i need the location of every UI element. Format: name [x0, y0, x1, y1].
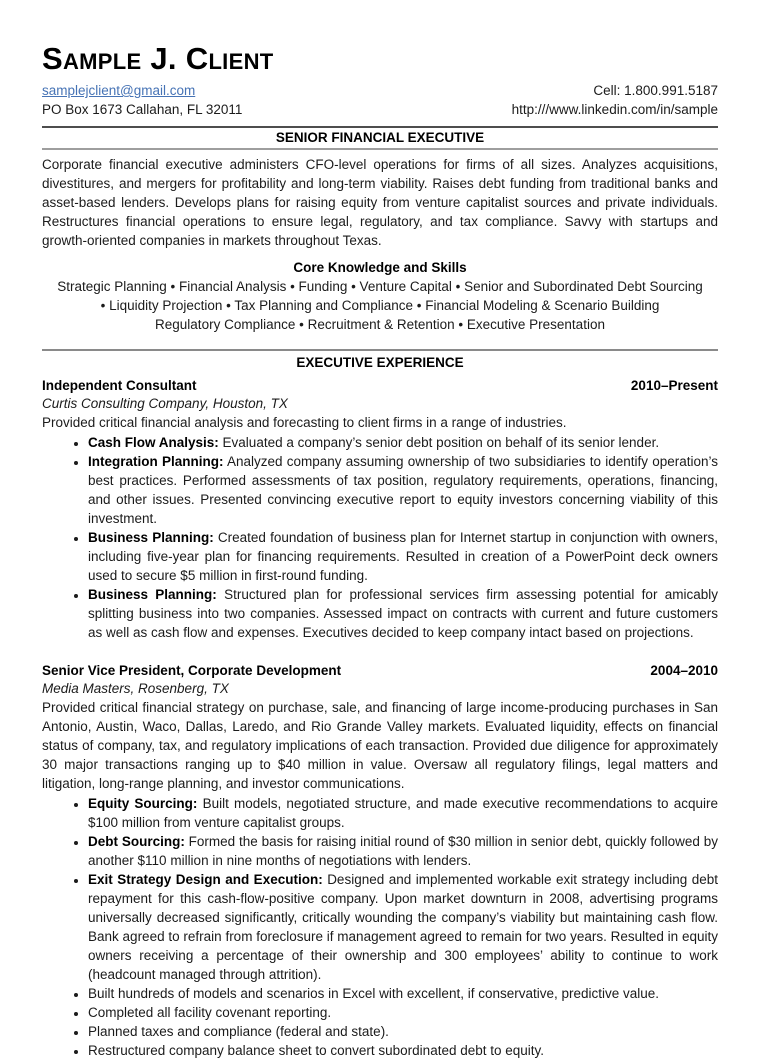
- bullet-text: Built hundreds of models and scenarios in Excel with excellent, if conservative, predictive value.: [88, 986, 660, 1001]
- bullet-text: Restructured company balance sheet to convert subordinated debt to equity.: [88, 1043, 545, 1058]
- summary-title: SENIOR FINANCIAL EXECUTIVE: [275, 130, 485, 145]
- skills-line: Strategic Planning • Financial Analysis • Funding • Venture Capital • Senior and Subordinated Debt Sourcing: [57, 279, 703, 294]
- bullet-item: [88, 1041, 718, 1060]
- bullet-text: Designed and implemented workable exit strategy including debt repayment for this cash-flow-positive company. Upon market downturn in 2008, advertising programs universally decreased significantly, critically wounding the company’s viability but maintaining cash flow. Bank agreed to refrain from foreclosure if management agreed to remain for two years. Resulted in equity owners receiving a percentage of their ownership and 300 employees’ ability to continue to work (headcount managed through attrition).: [88, 872, 718, 982]
- job-company: Curtis Consulting Company, Houston, TX: [42, 396, 288, 411]
- bullet-item: [88, 1022, 718, 1041]
- experience-title: EXECUTIVE EXPERIENCE: [296, 355, 464, 370]
- bullet-item: [88, 585, 718, 642]
- email-link[interactable]: samplejclient@gmail.com: [42, 83, 196, 98]
- job-dates: 2004–2010: [650, 663, 718, 678]
- job-header: [42, 662, 718, 680]
- job-entry: [42, 377, 718, 642]
- candidate-name: Sample J. Client: [42, 41, 274, 76]
- summary-heading-rule: [42, 126, 718, 150]
- bullet-label: Business Planning:: [88, 587, 217, 602]
- bullet-label: Exit Strategy Design and Execution:: [88, 872, 323, 887]
- resume-header: [42, 42, 718, 119]
- job-role: Senior Vice President, Corporate Development: [42, 663, 342, 678]
- bullet-text: Formed the basis for raising initial round of $30 million in senior debt, quickly followed by another $110 million in nine months of negotiations with lenders.: [88, 834, 718, 868]
- job-intro: Provided critical financial strategy on purchase, sale, and financing of large income-producing purchases in San Antonio, Austin, Waco, Dallas, Laredo, and Rio Grande Valley markets. Evaluated liquidity, effects on financial status of company, tax, and regulatory implications of each transaction. Provided due diligence for approximately 30 major transactions ranging up to $40 million in value. Oversaw all regulatory filings, legal matters and litigation, long-range planning, and investor communications.: [42, 700, 718, 791]
- bullet-text: Planned taxes and compliance (federal and state).: [88, 1024, 389, 1039]
- summary-text: Corporate financial executive administers CFO-level operations for firms of all sizes. Analyzes acquisitions, divestitures, and mergers for profitability and long-term viability. Raises debt funding from traditional banks and asset-based lenders. Develops plans for raising equity from venture capitalist sources and private individuals. Restructures financial operations to ensure legal, regulatory, and tax compliance. Savvy with startups and growth-oriented companies in markets throughout Texas.: [42, 157, 718, 248]
- job-header: [42, 377, 718, 395]
- bullet-text: Structured plan for professional services firm assessing potential for amicably splitting business into two companies. Assessed impact on contracts with current and future customers as well as cash flow and expenses. Executives decided to keep company intact based on projections.: [88, 587, 718, 640]
- job-bullet-list: [42, 794, 718, 1060]
- bullet-item: [88, 832, 718, 870]
- job-entry: [42, 662, 718, 1060]
- bullet-label: Integration Planning:: [88, 454, 224, 469]
- skills-line: • Liquidity Projection • Tax Planning and Compliance • Financial Modeling & Scenario Building: [100, 298, 660, 313]
- job-company: Media Masters, Rosenberg, TX: [42, 681, 229, 696]
- bullet-label: Equity Sourcing:: [88, 796, 198, 811]
- contact-left: [42, 81, 242, 119]
- experience-section: [42, 349, 718, 1060]
- bullet-label: Cash Flow Analysis:: [88, 435, 219, 450]
- job-intro: Provided critical financial analysis and forecasting to client firms in a range of industries.: [42, 415, 567, 430]
- contact-row: [42, 81, 718, 119]
- bullet-item: [88, 433, 718, 452]
- job-role: Independent Consultant: [42, 378, 197, 393]
- skills-section: [42, 259, 718, 334]
- mailing-address: PO Box 1673 Callahan, FL 32011: [42, 102, 243, 117]
- bullet-item: [88, 528, 718, 585]
- summary-section: [42, 126, 718, 250]
- job-bullet-list: [42, 433, 718, 642]
- bullet-item: [88, 452, 718, 528]
- bullet-item: [88, 794, 718, 832]
- skills-title: Core Knowledge and Skills: [293, 260, 467, 275]
- bullet-label: Business Planning:: [88, 530, 214, 545]
- linkedin-url: http:///www.linkedin.com/in/sample: [511, 102, 718, 117]
- bullet-text: Evaluated a company’s senior debt position on behalf of its senior lender.: [222, 435, 660, 450]
- bullet-text: Analyzed company assuming ownership of two subsidiaries to identify operation’s best practices. Performed assessments of tax position, regulatory requirements, operations, financing, and other issues. Presented convincing executive report to equity investors concerning viability of this investment.: [88, 454, 718, 526]
- bullet-text: Completed all facility covenant reporting.: [88, 1005, 332, 1020]
- bullet-text: Built models, negotiated structure, and made executive recommendations to acquire $100 million from venture capitalist groups.: [88, 796, 718, 830]
- cell-phone: Cell: 1.800.991.5187: [593, 83, 718, 98]
- bullet-item: [88, 1003, 718, 1022]
- skills-line: Regulatory Compliance • Recruitment & Retention • Executive Presentation: [155, 317, 605, 332]
- bullet-label: Debt Sourcing:: [88, 834, 185, 849]
- job-dates: 2010–Present: [630, 378, 718, 393]
- bullet-text: Created foundation of business plan for Internet startup in conjunction with owners, including five-year plan for financing requirements. Resulted in creation of a PowerPoint deck owners used to secure $5 million in first-round funding.: [88, 530, 718, 583]
- contact-right: [512, 81, 718, 119]
- bullet-item: [88, 870, 718, 984]
- bullet-item: [88, 984, 718, 1003]
